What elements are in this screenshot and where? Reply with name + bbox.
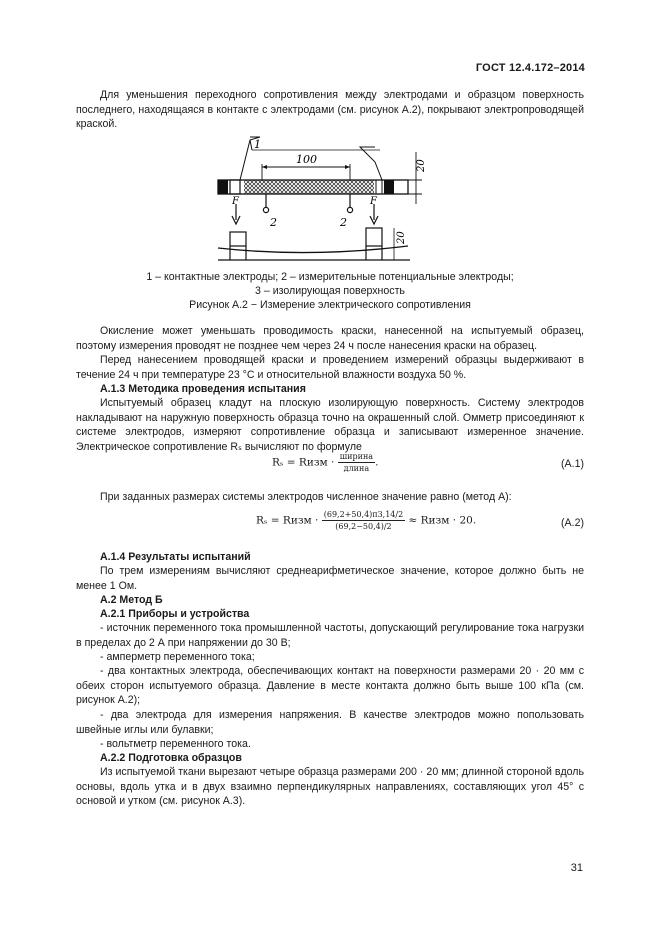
page-number: 31 xyxy=(570,862,583,874)
figure-caption-line2: 3 – изолирующая поверхность xyxy=(255,285,405,297)
heading-a2: А.2 Метод Б xyxy=(100,594,163,606)
equation-number-a1: (А.1) xyxy=(561,458,584,470)
paragraph-specimen-prep: Из испытуемой ткани вырезают четыре образца размерами 200 · 20 мм; длинной стороной вдоль основы, вдоль утка и в двух взаимно перпендикулярных направлениях, составляющих угол 45° с основой и утком (см. рисунок А.3). xyxy=(76,766,584,808)
formula-a1-end: . xyxy=(375,456,379,469)
label-20-top: 20 xyxy=(416,159,427,172)
heading-a22: А.2.2 Подготовка образцов xyxy=(100,752,242,764)
heading-a13: А.1.3 Методика проведения испытания xyxy=(100,383,306,395)
paragraph-conditioning: Перед нанесением проводящей краски и проведением измерений образцы выдерживают в течение 24 ч при температуре 23 °С и относительной влажности воздуха 50 %. xyxy=(76,354,584,381)
paragraph-results: По трем измерениям вычисляют среднеарифметическое значение, которое должно быть не менее 1 Ом. xyxy=(76,565,584,592)
painted-layer xyxy=(244,180,374,194)
standard-header: ГОСТ 12.4.172–2014 xyxy=(475,62,585,74)
list-item-voltmeter: - вольтметр переменного тока. xyxy=(100,738,251,750)
paragraph-oxidation: Окисление может уменьшать проводимость краски, нанесенной на испытуемый образец, поэтому измерения проводят не позднее чем через 24 ч после нанесения краски на образец. xyxy=(76,325,584,352)
formula-a1-lhs: Rₛ = Rизм · xyxy=(272,456,335,469)
intro-paragraph: Для уменьшения переходного сопротивления между электродами и образцом поверхность последнего, находящаяся в контакте с электродами (см. рисунок А.2), покрывают электропроводящей краской. xyxy=(76,89,584,131)
label-100: 100 xyxy=(296,153,317,166)
heading-a14: А.1.4 Результаты испытаний xyxy=(100,551,251,563)
formula-a2 xyxy=(256,510,476,531)
list-item-voltage-electrodes: - два электрода для измерения напряжения. В качестве электродов можно попользовать швейные иглы или булавки; xyxy=(76,709,584,736)
list-item-contact-electrodes: - два контактных электрода, обеспечивающих контакт на поверхности размерами 20 · 20 мм с обеих сторон испытуемого образца. Давление в месте контакта должно быть выше 100 кПа (см. рисунок А.2); xyxy=(76,665,584,707)
label-20-bottom: 20 xyxy=(396,231,407,244)
formula-a1-denominator: длина xyxy=(343,464,370,473)
list-item-power-source: - источник переменного тока промышленной частоты, допускающий регулирование тока нагрузки в пределах до 2 А при напряжении до 30 В; xyxy=(76,622,584,649)
heading-a21: А.2.1 Приборы и устройства xyxy=(100,608,250,620)
paragraph-procedure: Испытуемый образец кладут на плоскую изолирующую поверхность. Систему электродов накладывают на наружную поверхность образца точно на окрашенный слой. Омметр присоединяют к системе электродов, измеряют сопротивление образца и записывают измеренное значение. Электрическое сопротивление Rₛ вычисляют по формуле xyxy=(76,397,584,453)
formula-a1 xyxy=(272,452,378,473)
figure-caption-line1: 1 – контактные электроды; 2 – измерительные потенциальные электроды; xyxy=(146,271,514,283)
formula-a2-end: ≈ Rизм · 20. xyxy=(408,514,477,527)
equation-number-a2: (А.2) xyxy=(561,517,584,529)
formula-a1-numerator: ширина xyxy=(339,452,374,461)
label-f-right: F xyxy=(370,196,377,207)
list-item-ammeter: - амперметр переменного тока; xyxy=(100,651,255,663)
formula-a2-denominator: (69,2−50,4)/2 xyxy=(335,522,392,531)
label-2-left: 2 xyxy=(270,216,277,229)
label-2-right: 2 xyxy=(340,216,347,229)
figure-a2-diagram xyxy=(210,132,430,265)
paragraph-method-a-value: При заданных размерах системы электродов численное значение равно (метод А): xyxy=(100,491,512,503)
formula-a2-lhs: Rₛ = Rизм · xyxy=(256,514,319,527)
formula-a2-numerator: (69,2+50,4)π3,14/2 xyxy=(323,510,404,519)
contact-electrode-right xyxy=(384,180,394,194)
figure-title: Рисунок А.2 − Измерение электрического сопротивления xyxy=(189,299,471,311)
label-f-left: F xyxy=(232,196,239,207)
contact-electrode-left xyxy=(218,180,228,194)
label-1: 1 xyxy=(254,138,261,151)
